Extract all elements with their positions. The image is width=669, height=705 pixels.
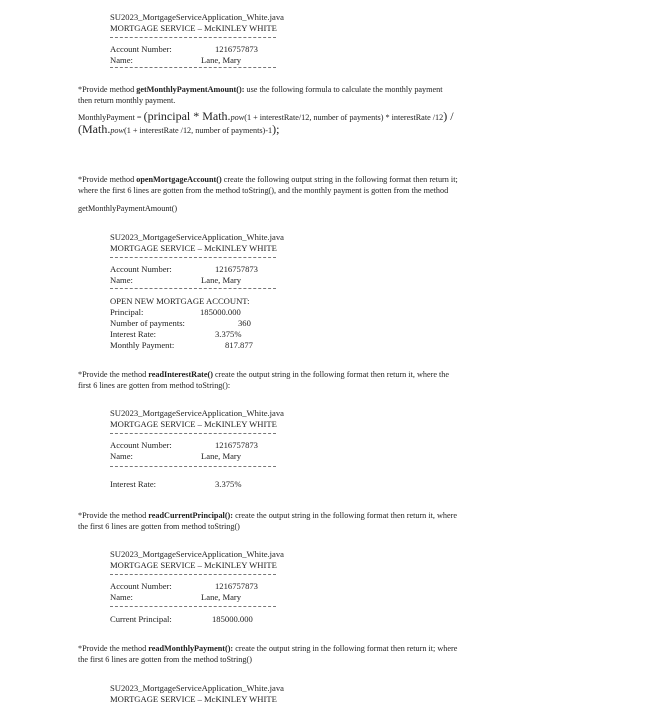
- account-number-label: Account Number:: [110, 264, 172, 274]
- divider: [110, 67, 276, 68]
- divider: [110, 466, 276, 467]
- instruction-text: create the output string in the following format then return it, where the: [213, 370, 450, 379]
- method-name: readInterestRate(): [148, 370, 213, 379]
- account-number-value: 1216757873: [215, 440, 258, 450]
- name-value: Lane, Mary: [201, 275, 242, 285]
- class-title: SU2023_MortgageServiceApplication_White.java: [110, 232, 284, 242]
- payments-label: Number of payments:: [110, 318, 185, 328]
- interest-rate-label: Interest Rate:: [110, 479, 157, 489]
- divider: [110, 574, 276, 575]
- current-principal-value: 185000.000: [212, 614, 253, 624]
- open-account-title: OPEN NEW MORTGAGE ACCOUNT:: [110, 296, 250, 306]
- formula-line-2: [78, 123, 279, 137]
- formula-text: (1 + interestRate/12, number of payments) * interestRate /12: [244, 113, 444, 122]
- instruction-text: use the following formula to calculate the monthly payment: [244, 85, 443, 94]
- account-number-label: Account Number:: [110, 581, 172, 591]
- current-principal-label: Current Principal:: [110, 614, 172, 624]
- account-number-label: Account Number:: [110, 440, 172, 450]
- formula-pow: pow: [230, 113, 245, 122]
- divider: [110, 37, 276, 38]
- bullet-text: *Provide the method: [78, 370, 149, 379]
- principal-label: Principal:: [110, 307, 144, 317]
- formula-text: ) /: [443, 109, 454, 123]
- account-number-value: 1216757873: [215, 44, 258, 54]
- instruction-line: getMonthlyPaymentAmount(): [78, 204, 178, 213]
- class-title: SU2023_MortgageServiceApplication_White.java: [110, 549, 284, 559]
- formula-pow: pow: [110, 126, 124, 135]
- name-value: Lane, Mary: [201, 592, 242, 602]
- bullet-text: *Provide the method: [78, 644, 149, 653]
- class-title: SU2023_MortgageServiceApplication_White.java: [110, 408, 284, 418]
- bullet-text: *Provide the method: [78, 511, 149, 520]
- instruction-line: first 6 lines are gotten from method toString():: [78, 381, 231, 390]
- instruction-text: create the following output string in the following format then return it;: [221, 175, 458, 184]
- formula-text: MonthlyPayment =: [78, 113, 144, 122]
- divider: [110, 606, 276, 607]
- account-number-value: 1216757873: [215, 581, 258, 591]
- instruction-text: create the output string in the following format then return it; where: [233, 644, 458, 653]
- account-number-value: 1216757873: [215, 264, 258, 274]
- name-label: Name:: [110, 592, 133, 602]
- name-value: Lane, Mary: [201, 55, 242, 65]
- service-subtitle: MORTGAGE SERVICE – McKINLEY WHITE: [110, 560, 277, 570]
- name-label: Name:: [110, 275, 133, 285]
- interest-rate-value: 3.375%: [215, 329, 242, 339]
- bullet-text: *Provide method: [78, 85, 137, 94]
- name-label: Name:: [110, 451, 133, 461]
- monthly-payment-value: 817.877: [225, 340, 253, 350]
- service-subtitle: MORTGAGE SERVICE – McKINLEY WHITE: [110, 419, 277, 429]
- method-name: openMortgageAccount(): [136, 175, 222, 184]
- service-subtitle: MORTGAGE SERVICE – McKINLEY WHITE: [110, 23, 277, 33]
- divider: [110, 257, 276, 258]
- interest-rate-label: Interest Rate:: [110, 329, 157, 339]
- formula-line-1: [78, 110, 454, 124]
- formula-text: );: [272, 122, 280, 136]
- divider: [110, 433, 276, 434]
- class-title: SU2023_MortgageServiceApplication_White.java: [110, 683, 284, 693]
- service-subtitle: MORTGAGE SERVICE – McKINLEY WHITE: [110, 243, 277, 253]
- method-name: readMonthlyPayment():: [148, 644, 234, 653]
- interest-rate-value: 3.375%: [215, 479, 242, 489]
- bullet-text: *Provide method: [78, 175, 137, 184]
- name-label: Name:: [110, 55, 133, 65]
- account-number-label: Account Number:: [110, 44, 172, 54]
- method-name: readCurrentPrincipal():: [148, 511, 234, 520]
- principal-value: 185000.000: [200, 307, 241, 317]
- formula-text: (Math.: [78, 122, 111, 136]
- method-name: getMonthlyPaymentAmount():: [136, 85, 245, 94]
- instruction-text: create the output string in the following format then return it, where: [233, 511, 457, 520]
- divider: [110, 288, 276, 289]
- formula-text: (1 + interestRate /12, number of payments)-1: [123, 126, 273, 135]
- name-value: Lane, Mary: [201, 451, 242, 461]
- instruction-line: the first 6 lines are gotten from the method toString(): [78, 655, 252, 664]
- instruction-line: where the first 6 lines are gotten from the method toString(), and the monthly payment is gotten from the method: [78, 186, 449, 195]
- formula-text: (principal * Math.: [143, 109, 231, 123]
- instruction-line: then return monthly payment.: [78, 96, 176, 105]
- class-title: SU2023_MortgageServiceApplication_White.java: [110, 12, 284, 22]
- monthly-payment-label: Monthly Payment:: [110, 340, 175, 350]
- service-subtitle: MORTGAGE SERVICE – McKINLEY WHITE: [110, 694, 277, 704]
- instruction-line: the first 6 lines are gotten from method toString(): [78, 522, 240, 531]
- payments-value: 360: [238, 318, 251, 328]
